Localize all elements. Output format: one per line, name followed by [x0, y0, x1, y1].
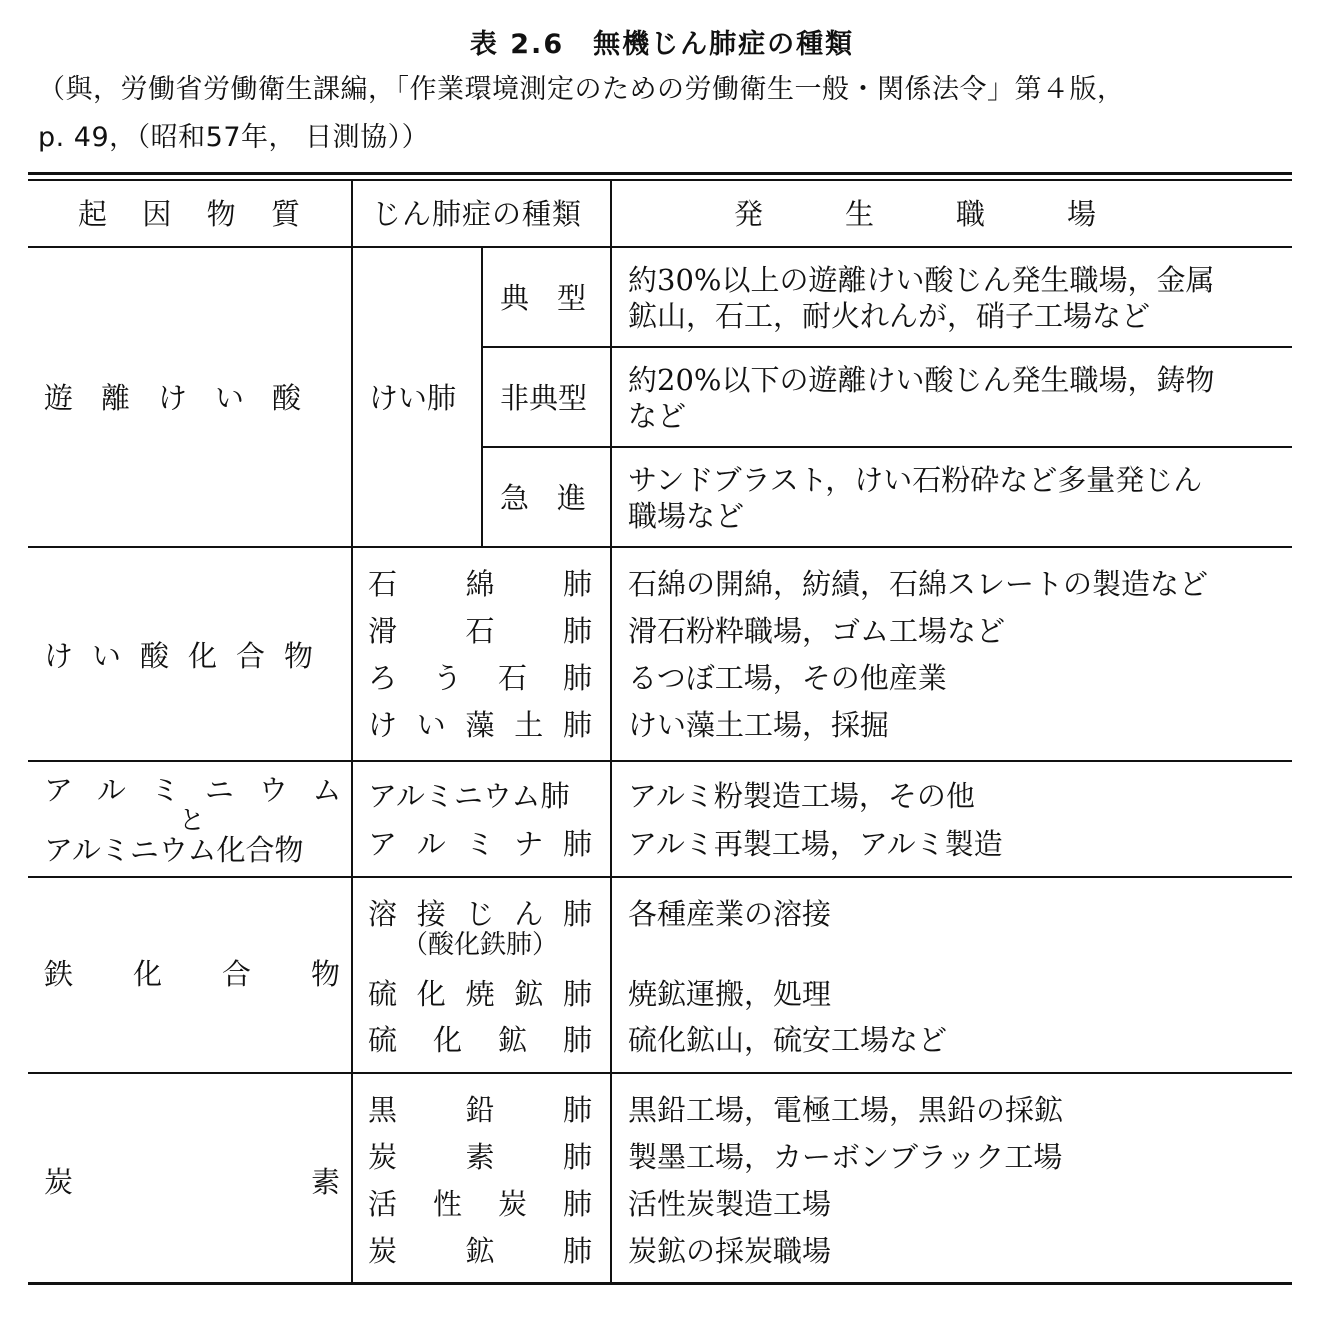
char: 性: [432, 1187, 462, 1221]
char: 硫: [368, 977, 398, 1011]
subtype-rule-2: [482, 446, 1292, 448]
bottom-rule: [28, 1282, 1292, 1285]
char: 因: [142, 197, 172, 231]
workplace-typical-2: 鉱山，石工，耐火れんが，硝子工場など: [628, 299, 1151, 333]
char: 鉄: [44, 957, 74, 991]
disease-welding-note: （酸化鉄肺）: [401, 930, 558, 960]
workplace-sulfide-ore: 硫化鉱山，硫安工場など: [628, 1023, 948, 1057]
header-disease-type: じん肺症の種類: [372, 197, 583, 231]
table-title: 表 2.6 無機じん肺症の種類: [469, 29, 855, 60]
column-rule-1: [351, 179, 353, 1283]
char: 肺: [562, 1093, 592, 1127]
char: 肺: [562, 567, 592, 601]
substance-carbon: [44, 1158, 340, 1206]
char: 黒: [368, 1093, 398, 1127]
char: 肺: [562, 708, 592, 742]
char: 起: [78, 197, 108, 231]
char: 質: [270, 197, 300, 231]
char: 肺: [562, 827, 592, 861]
workplace-welding: 各種産業の溶接: [628, 897, 832, 931]
disease-diatomite: [368, 701, 592, 749]
char: 鉛: [465, 1093, 495, 1127]
char: 肺: [562, 614, 592, 648]
disease-coal-miner: [368, 1227, 592, 1275]
workplace-typical-1: 約30%以上の遊離けい酸じん発生職場，金属: [628, 263, 1215, 297]
char: 鉱: [497, 1023, 527, 1057]
row-rule-silica: [28, 546, 1292, 548]
source-citation: [38, 66, 1288, 162]
disease-alumina-lung: [368, 820, 592, 868]
row-rule-aluminum: [28, 876, 1292, 878]
workplace-sulfide-calcine: 焼鉱運搬，処理: [628, 977, 832, 1011]
char: 素: [465, 1140, 495, 1174]
workplace-aluminum-lung: アルミ粉製造工場，その他: [628, 779, 975, 813]
char: い: [416, 708, 446, 742]
workplace-asbestosis: 石綿の開綿，紡績，石綿スレートの製造など: [628, 567, 1209, 601]
workplace-carbon: 製墨工場，カーボンブラック工場: [628, 1140, 1063, 1174]
char: 化: [132, 957, 162, 991]
substance-aluminum-connector: と: [178, 806, 205, 836]
workplace-coal-miner: 炭鉱の採炭職場: [628, 1234, 832, 1268]
row-rule-iron: [28, 1072, 1292, 1074]
char: 化: [416, 977, 446, 1011]
char: ア: [368, 827, 398, 861]
char: 肺: [562, 897, 592, 931]
workplace-activated-carbon: 活性炭製造工場: [628, 1187, 832, 1221]
char: ミ: [465, 827, 495, 861]
char: 物: [310, 957, 340, 991]
header-substance: [78, 190, 300, 238]
char: ル: [416, 827, 446, 861]
header-workplace: 発生職場: [734, 197, 1179, 231]
char: 石: [368, 567, 398, 601]
char: 肺: [562, 661, 592, 695]
char: 藻: [465, 708, 495, 742]
substance-iron: [44, 950, 340, 998]
char: ナ: [514, 827, 544, 861]
source-line: （與，労働省労働衛生課編，「作業環境測定のための労働衛生一般・関係法令」第４版，: [38, 74, 1125, 105]
char: 綿: [465, 567, 495, 601]
char: 炭: [368, 1140, 398, 1174]
workplace-alumina-lung: アルミ再製工場，アルミ製造: [628, 827, 1003, 861]
workplace-talcosis: 滑石粉粋職場，ゴム工場など: [628, 614, 1006, 648]
char: 石: [465, 614, 495, 648]
top-rule-outer: [28, 172, 1292, 175]
subtype-atypical: 非典型: [500, 381, 588, 415]
disease-asbestosis: [368, 560, 592, 608]
top-rule-inner: [28, 179, 1292, 181]
header-rule: [28, 246, 1292, 248]
char: 硫: [368, 1023, 398, 1057]
subtype-typical: 典型: [500, 281, 615, 315]
row-rule-silicate: [28, 760, 1292, 762]
disease-talcosis: [368, 607, 592, 655]
char: 鉱: [465, 1234, 495, 1268]
workplace-diatomite: けい藻土工場，採掘: [628, 708, 890, 742]
substance-aluminum-line2: アルミニウム化合物: [44, 833, 304, 867]
workplace-acute-2: 職場など: [628, 499, 745, 533]
disease-carbon: [368, 1133, 592, 1181]
disease-graphite: [368, 1086, 592, 1134]
workplace-pyrophyllite: るつぼ工場，その他産業: [628, 661, 947, 695]
char: 肺: [562, 977, 592, 1011]
char: じ: [465, 897, 495, 931]
char: 肺: [562, 1140, 592, 1174]
disease-sulfide-calcine: [368, 970, 592, 1018]
char: 滑: [368, 614, 398, 648]
workplace-graphite: 黒鉛工場，電極工場，黒鉛の採鉱: [628, 1093, 1064, 1127]
workplace-atypical-2: など: [628, 399, 687, 433]
char: 化: [432, 1023, 462, 1057]
char: 炭: [44, 1165, 74, 1199]
char: う: [432, 661, 462, 695]
column-rule-2: [610, 179, 612, 1283]
char: 肺: [562, 1234, 592, 1268]
substance-silica: 遊離けい酸: [44, 381, 330, 415]
char: 素: [310, 1165, 340, 1199]
char: 肺: [562, 1023, 592, 1057]
substance-aluminum-line1: アルミニウム: [44, 773, 367, 807]
disease-activated-carbon: [368, 1180, 592, 1228]
char: 鉱: [514, 977, 544, 1011]
char: 活: [368, 1187, 398, 1221]
substance-silicate: けい酸化合物: [44, 639, 333, 673]
char: 炭: [497, 1187, 527, 1221]
disease-aluminum-lung: アルミニウム肺: [368, 779, 570, 813]
workplace-atypical-1: 約20%以下の遊離けい酸じん発生職場，鋳物: [628, 363, 1215, 397]
char: 土: [514, 708, 544, 742]
char: 接: [416, 897, 446, 931]
char: 肺: [562, 1187, 592, 1221]
char: 石: [497, 661, 527, 695]
disease-sulfide-ore: [368, 1016, 592, 1064]
subtype-column-rule: [481, 246, 483, 547]
source-line: p. 49，（昭和57年， 日測協））: [38, 122, 430, 153]
char: ん: [514, 897, 544, 931]
subtype-acute: 急進: [500, 481, 615, 515]
char: 物: [206, 197, 236, 231]
char: 溶: [368, 897, 398, 931]
char: 炭: [368, 1234, 398, 1268]
char: 焼: [465, 977, 495, 1011]
char: ろ: [368, 661, 398, 695]
workplace-acute-1: サンドブラスト，けい石粉砕など多量発じん: [628, 463, 1203, 497]
char: 合: [221, 957, 251, 991]
disease-pyrophyllite: [368, 654, 592, 702]
char: け: [368, 708, 398, 742]
subtype-rule-1: [482, 346, 1292, 348]
disease-silicosis: けい肺: [369, 381, 457, 415]
